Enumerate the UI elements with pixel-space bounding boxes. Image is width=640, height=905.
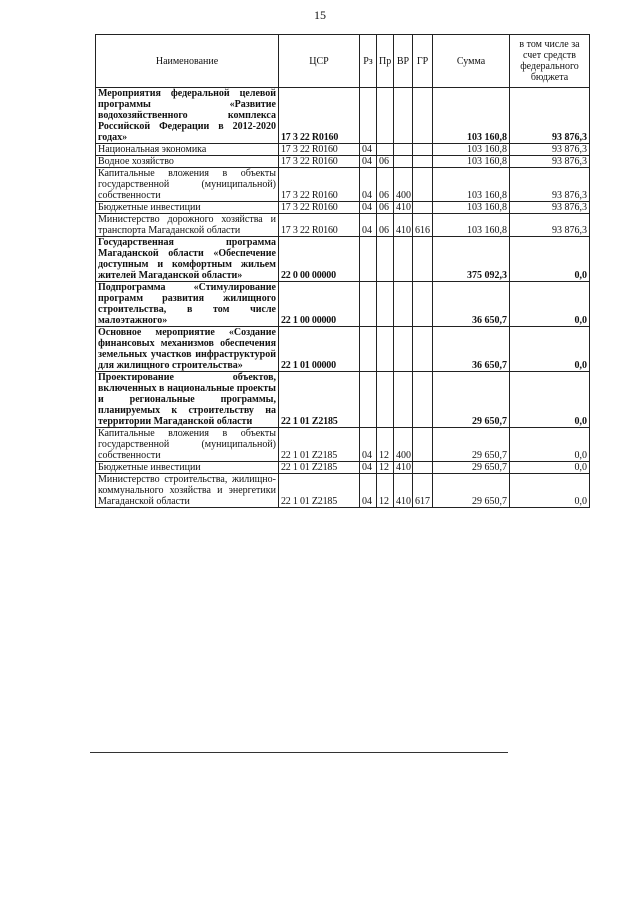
cell-pr <box>377 237 394 282</box>
cell-pr: 06 <box>377 168 394 202</box>
cell-federal: 0,0 <box>510 428 590 462</box>
cell-sum: 375 092,3 <box>433 237 510 282</box>
header-federal: в том числе за счет средств федерального бюджета <box>510 35 590 88</box>
cell-csr: 22 1 01 Z2185 <box>279 462 360 474</box>
cell-name: Бюджетные инвестиции <box>96 462 279 474</box>
cell-sum: 103 160,8 <box>433 202 510 214</box>
cell-pr: 06 <box>377 156 394 168</box>
budget-table <box>95 34 590 508</box>
cell-sum: 103 160,8 <box>433 156 510 168</box>
cell-sum: 29 650,7 <box>433 428 510 462</box>
cell-federal: 93 876,3 <box>510 156 590 168</box>
cell-sum: 103 160,8 <box>433 144 510 156</box>
cell-sum: 29 650,7 <box>433 462 510 474</box>
table-row <box>96 474 590 508</box>
table-row <box>96 168 590 202</box>
cell-rz: 04 <box>360 202 377 214</box>
cell-name: Бюджетные инвестиции <box>96 202 279 214</box>
cell-csr: 22 0 00 00000 <box>279 237 360 282</box>
cell-pr <box>377 282 394 327</box>
cell-csr: 17 3 22 R0160 <box>279 202 360 214</box>
cell-name: Подпрограмма «Стимулирование программ развития жилищного строительства, в том числе малоэтажного» <box>96 282 279 327</box>
cell-vr: 410 <box>394 214 413 237</box>
cell-gr <box>413 327 433 372</box>
cell-rz: 04 <box>360 168 377 202</box>
cell-vr <box>394 282 413 327</box>
cell-rz: 04 <box>360 214 377 237</box>
cell-name: Капитальные вложения в объекты государственной (муниципальной) собственности <box>96 168 279 202</box>
cell-sum: 103 160,8 <box>433 168 510 202</box>
cell-vr <box>394 156 413 168</box>
cell-vr: 410 <box>394 474 413 508</box>
cell-name: Государственная программа Магаданской области «Обеспечение доступным и комфортным жильем жителей Магаданской области» <box>96 237 279 282</box>
cell-name: Национальная экономика <box>96 144 279 156</box>
cell-federal: 0,0 <box>510 462 590 474</box>
cell-rz: 04 <box>360 144 377 156</box>
cell-vr <box>394 237 413 282</box>
header-csr: ЦСР <box>279 35 360 88</box>
page-number: 15 <box>314 8 326 22</box>
cell-pr <box>377 327 394 372</box>
cell-csr: 17 3 22 R0160 <box>279 88 360 144</box>
cell-pr: 12 <box>377 474 394 508</box>
table-row <box>96 156 590 168</box>
cell-gr <box>413 202 433 214</box>
cell-vr: 400 <box>394 168 413 202</box>
cell-gr <box>413 168 433 202</box>
header-name: Наименование <box>96 35 279 88</box>
table-row <box>96 202 590 214</box>
cell-gr <box>413 156 433 168</box>
cell-csr: 22 1 01 00000 <box>279 327 360 372</box>
cell-csr: 17 3 22 R0160 <box>279 168 360 202</box>
cell-pr <box>377 372 394 428</box>
cell-sum: 29 650,7 <box>433 474 510 508</box>
cell-gr <box>413 237 433 282</box>
cell-rz: 04 <box>360 156 377 168</box>
cell-rz <box>360 88 377 144</box>
cell-sum: 29 650,7 <box>433 372 510 428</box>
cell-name: Проектирование объектов, включенных в национальные проекты и региональные программы, планируемых к строительству на территории Магаданской области <box>96 372 279 428</box>
cell-gr <box>413 462 433 474</box>
cell-csr: 22 1 01 Z2185 <box>279 372 360 428</box>
cell-name: Министерство строительства, жилищно-коммунального хозяйства и энергетики Магаданской области <box>96 474 279 508</box>
cell-gr: 617 <box>413 474 433 508</box>
cell-rz <box>360 327 377 372</box>
cell-sum: 103 160,8 <box>433 214 510 237</box>
cell-name: Основное мероприятие «Создание финансовых механизмов обеспечения земельных участков инфраструктурой для жилищного строительства» <box>96 327 279 372</box>
cell-sum: 36 650,7 <box>433 282 510 327</box>
cell-name: Министерство дорожного хозяйства и транспорта Магаданской области <box>96 214 279 237</box>
header-vr: ВР <box>394 35 413 88</box>
cell-pr: 12 <box>377 428 394 462</box>
cell-rz <box>360 372 377 428</box>
table-row <box>96 214 590 237</box>
cell-name: Мероприятия федеральной целевой программы «Развитие водохозяйственного комплекса Российской Федерации в 2012-2020 годах» <box>96 88 279 144</box>
table-row <box>96 372 590 428</box>
header-sum: Сумма <box>433 35 510 88</box>
cell-pr <box>377 144 394 156</box>
cell-gr <box>413 372 433 428</box>
cell-federal: 93 876,3 <box>510 202 590 214</box>
footer-divider-line <box>90 752 508 753</box>
cell-rz: 04 <box>360 474 377 508</box>
cell-csr: 22 1 01 Z2185 <box>279 474 360 508</box>
cell-vr <box>394 372 413 428</box>
cell-csr: 22 1 01 Z2185 <box>279 428 360 462</box>
cell-pr: 12 <box>377 462 394 474</box>
cell-federal: 0,0 <box>510 327 590 372</box>
table-row <box>96 462 590 474</box>
cell-rz <box>360 282 377 327</box>
cell-federal: 93 876,3 <box>510 168 590 202</box>
cell-csr: 22 1 00 00000 <box>279 282 360 327</box>
header-gr: ГР <box>413 35 433 88</box>
header-pr: Пр <box>377 35 394 88</box>
cell-name: Водное хозяйство <box>96 156 279 168</box>
table-row <box>96 88 590 144</box>
cell-vr <box>394 144 413 156</box>
cell-rz: 04 <box>360 428 377 462</box>
cell-name: Капитальные вложения в объекты государственной (муниципальной) собственности <box>96 428 279 462</box>
cell-pr: 06 <box>377 214 394 237</box>
cell-federal: 93 876,3 <box>510 214 590 237</box>
cell-federal: 0,0 <box>510 372 590 428</box>
cell-pr: 06 <box>377 202 394 214</box>
cell-csr: 17 3 22 R0160 <box>279 144 360 156</box>
cell-vr <box>394 327 413 372</box>
cell-gr <box>413 282 433 327</box>
cell-rz <box>360 237 377 282</box>
table-row <box>96 327 590 372</box>
cell-rz: 04 <box>360 462 377 474</box>
table-header-row <box>96 35 590 88</box>
cell-federal: 93 876,3 <box>510 144 590 156</box>
cell-federal: 0,0 <box>510 474 590 508</box>
table-body <box>96 88 590 508</box>
cell-csr: 17 3 22 R0160 <box>279 156 360 168</box>
cell-gr: 616 <box>413 214 433 237</box>
table-row <box>96 428 590 462</box>
cell-pr <box>377 88 394 144</box>
cell-vr: 400 <box>394 428 413 462</box>
table-row <box>96 282 590 327</box>
cell-federal: 0,0 <box>510 282 590 327</box>
cell-gr <box>413 428 433 462</box>
header-rz: Рз <box>360 35 377 88</box>
cell-vr <box>394 88 413 144</box>
cell-sum: 36 650,7 <box>433 327 510 372</box>
cell-sum: 103 160,8 <box>433 88 510 144</box>
cell-vr: 410 <box>394 462 413 474</box>
cell-csr: 17 3 22 R0160 <box>279 214 360 237</box>
cell-federal: 93 876,3 <box>510 88 590 144</box>
table-row <box>96 144 590 156</box>
cell-gr <box>413 144 433 156</box>
cell-vr: 410 <box>394 202 413 214</box>
cell-gr <box>413 88 433 144</box>
table-row <box>96 237 590 282</box>
cell-federal: 0,0 <box>510 237 590 282</box>
